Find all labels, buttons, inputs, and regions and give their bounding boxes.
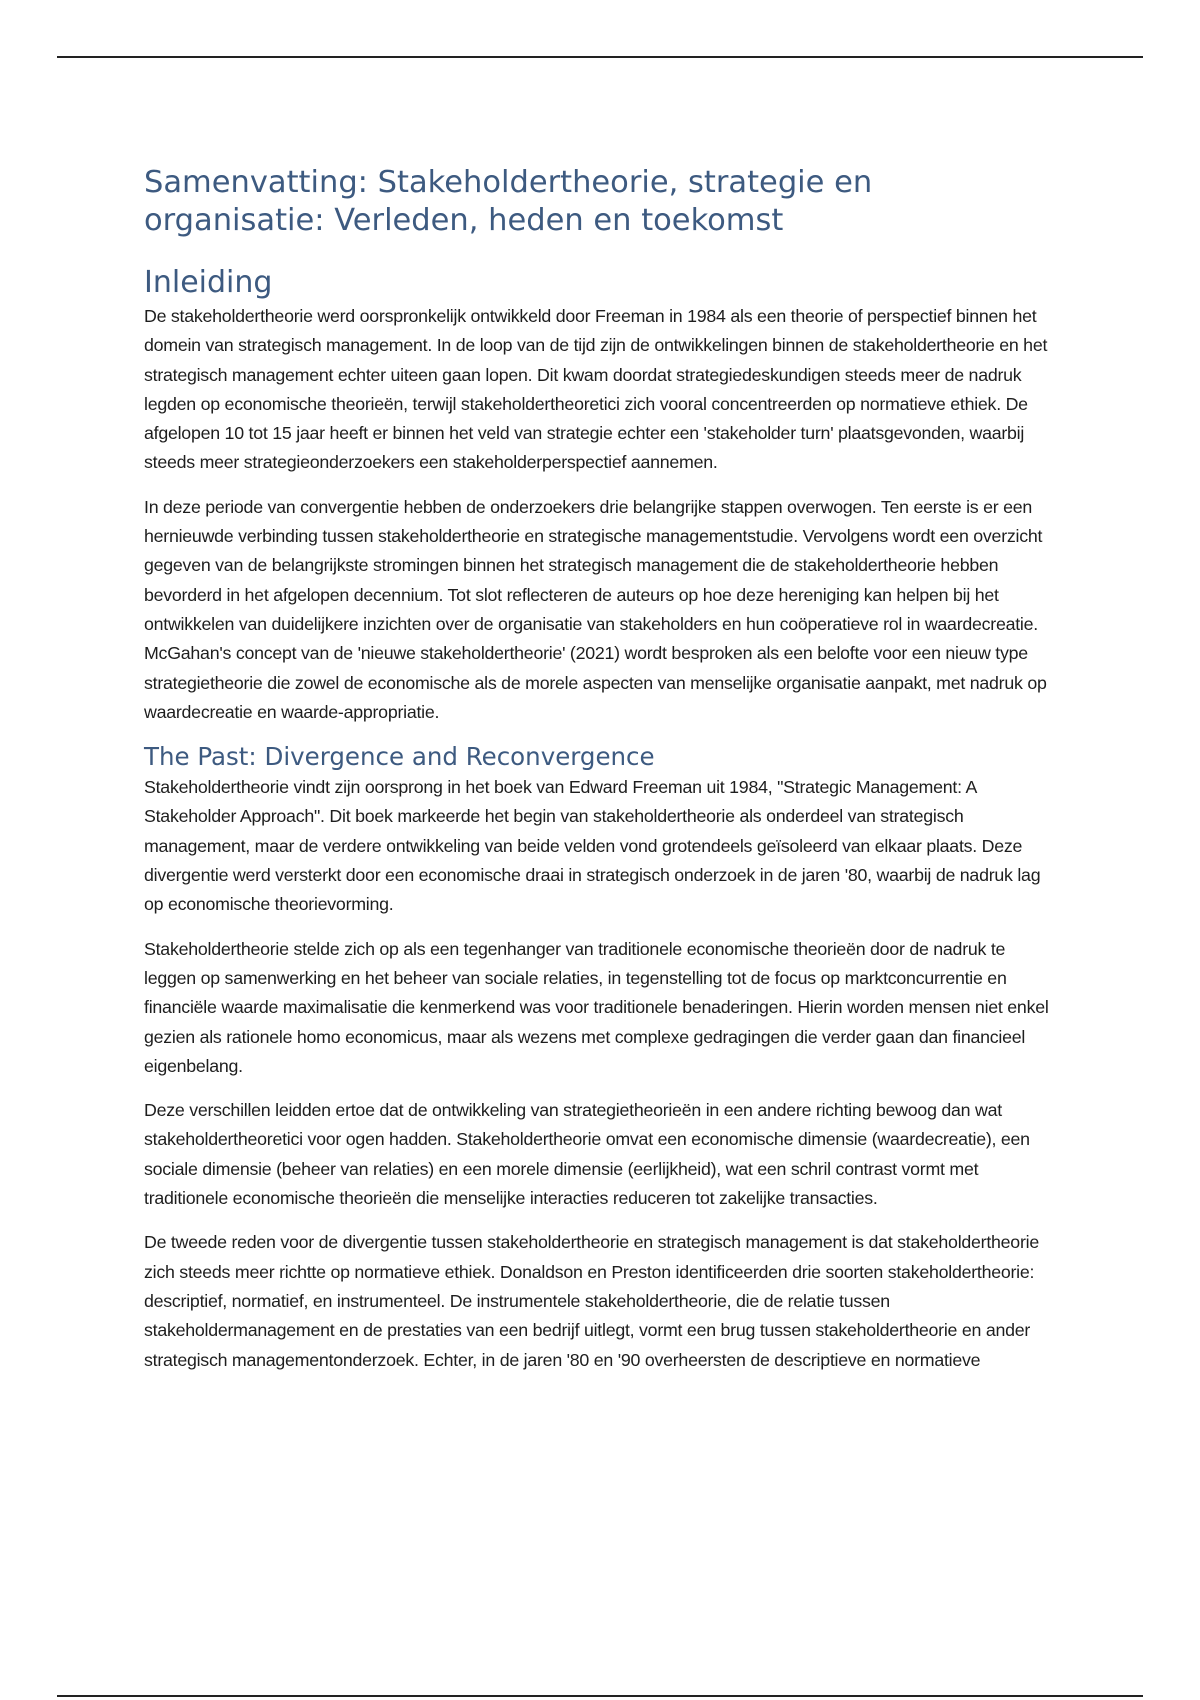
document-title: Samenvatting: Stakeholdertheorie, strategie en organisatie: Verleden, heden en toekomst — [144, 165, 873, 238]
page-bottom-rule — [57, 1695, 1143, 1697]
paragraph: De stakeholdertheorie werd oorspronkelijk ontwikkeld door Freeman in 1984 als een theorie of perspectief binnen het domein van strategisch management. In de loop van de tijd zijn de ontwikkelingen binnen de stakeholdertheorie en het strategisch management echter uiteen gaan lopen. Dit kwam doordat strategiedeskundigen steeds meer de nadruk legden op economische theorieën, terwijl stakeholdertheoretici zich vooral concentreerden op normatieve ethiek. De afgelopen 10 tot 15 jaar heeft er binnen het veld van strategie echter een 'stakeholder turn' plaatsgevonden, waarbij steeds meer strategieonderzoekers een stakeholderperspectief aannemen. — [144, 306, 1048, 473]
paragraph: In deze periode van convergentie hebben de onderzoekers drie belangrijke stappen overwogen. Ten eerste is er een hernieuwde verbinding tussen stakeholdertheorie en strategische managementstudie. Vervolgens wordt een overzicht gegeven van de belangrijkste stromingen binnen het strategisch management die de stakeholdertheorie hebben bevorderd in het afgelopen decennium. Tot slot reflecteren de auteurs op hoe deze hereniging kan helpen bij het ontwikkelen van duidelijkere inzichten over de organisatie van stakeholders en hun coöperatieve rol in waardecreatie. McGahan's concept van de 'nieuwe stakeholdertheorie' (2021) wordt besproken als een belofte voor een nieuw type strategietheorie die zowel de economische als de morele aspecten van menselijke organisatie aanpakt, met nadruk op waardecreatie en waarde-appropriatie. — [144, 496, 1047, 722]
section-heading-inleiding: Inleiding — [144, 265, 273, 300]
paragraph: De tweede reden voor de divergentie tussen stakeholdertheorie en strategisch management is dat stakeholdertheorie zich steeds meer richtte op normatieve ethiek. Donaldson en Preston identificeerden drie soorten stakeholdertheorie: descriptief, normatief, en instrumenteel. De instrumentele stakeholdertheorie, die de relatie tussen stakeholdermanagement en de prestaties van een bedrijf uitlegt, vormt een brug tussen stakeholdertheorie en ander strategisch managementonderzoek. Echter, in de jaren '80 en '90 overheersten de descriptieve en normatieve — [144, 1232, 1039, 1370]
paragraph: Stakeholdertheorie vindt zijn oorsprong in het boek van Edward Freeman uit 1984, "Strategic Management: A Stakeholder Approach". Dit boek markeerde het begin van stakeholdertheorie als onderdeel van strategisch management, maar de verdere ontwikkeling van beide velden vond grotendeels geïsoleerd van elkaar plaats. Deze divergentie werd versterkt door een economische draai in strategisch onderzoek in de jaren '80, waarbij de nadruk lag op economische theorievorming. — [144, 777, 1041, 915]
paragraph: Deze verschillen leidden ertoe dat de ontwikkeling van strategietheorieën in een andere richting bewoog dan wat stakeholdertheoretici voor ogen hadden. Stakeholdertheorie omvat een economische dimensie (waardecreatie), een sociale dimensie (beheer van relaties) en een morele dimensie (eerlijkheid), wat een schril contrast vormt met traditionele economische theorieën die menselijke interacties reduceren tot zakelijke transacties. — [144, 1100, 1030, 1209]
paragraph: Stakeholdertheorie stelde zich op als een tegenhanger van traditionele economische theorieën door de nadruk te leggen op samenwerking en het beheer van sociale relaties, in tegenstelling tot de focus op marktconcurrentie en financiële waarde maximalisatie die kenmerkend was voor traditionele benaderingen. Hierin worden mensen niet enkel gezien als rationele homo economicus, maar als wezens met complexe gedragingen die verder gaan dan financieel eigenbelang. — [144, 938, 1049, 1076]
document-body — [144, 164, 1056, 1390]
section-heading-the-past: The Past: Divergence and Reconvergence — [144, 742, 655, 772]
page-top-rule — [57, 56, 1143, 58]
